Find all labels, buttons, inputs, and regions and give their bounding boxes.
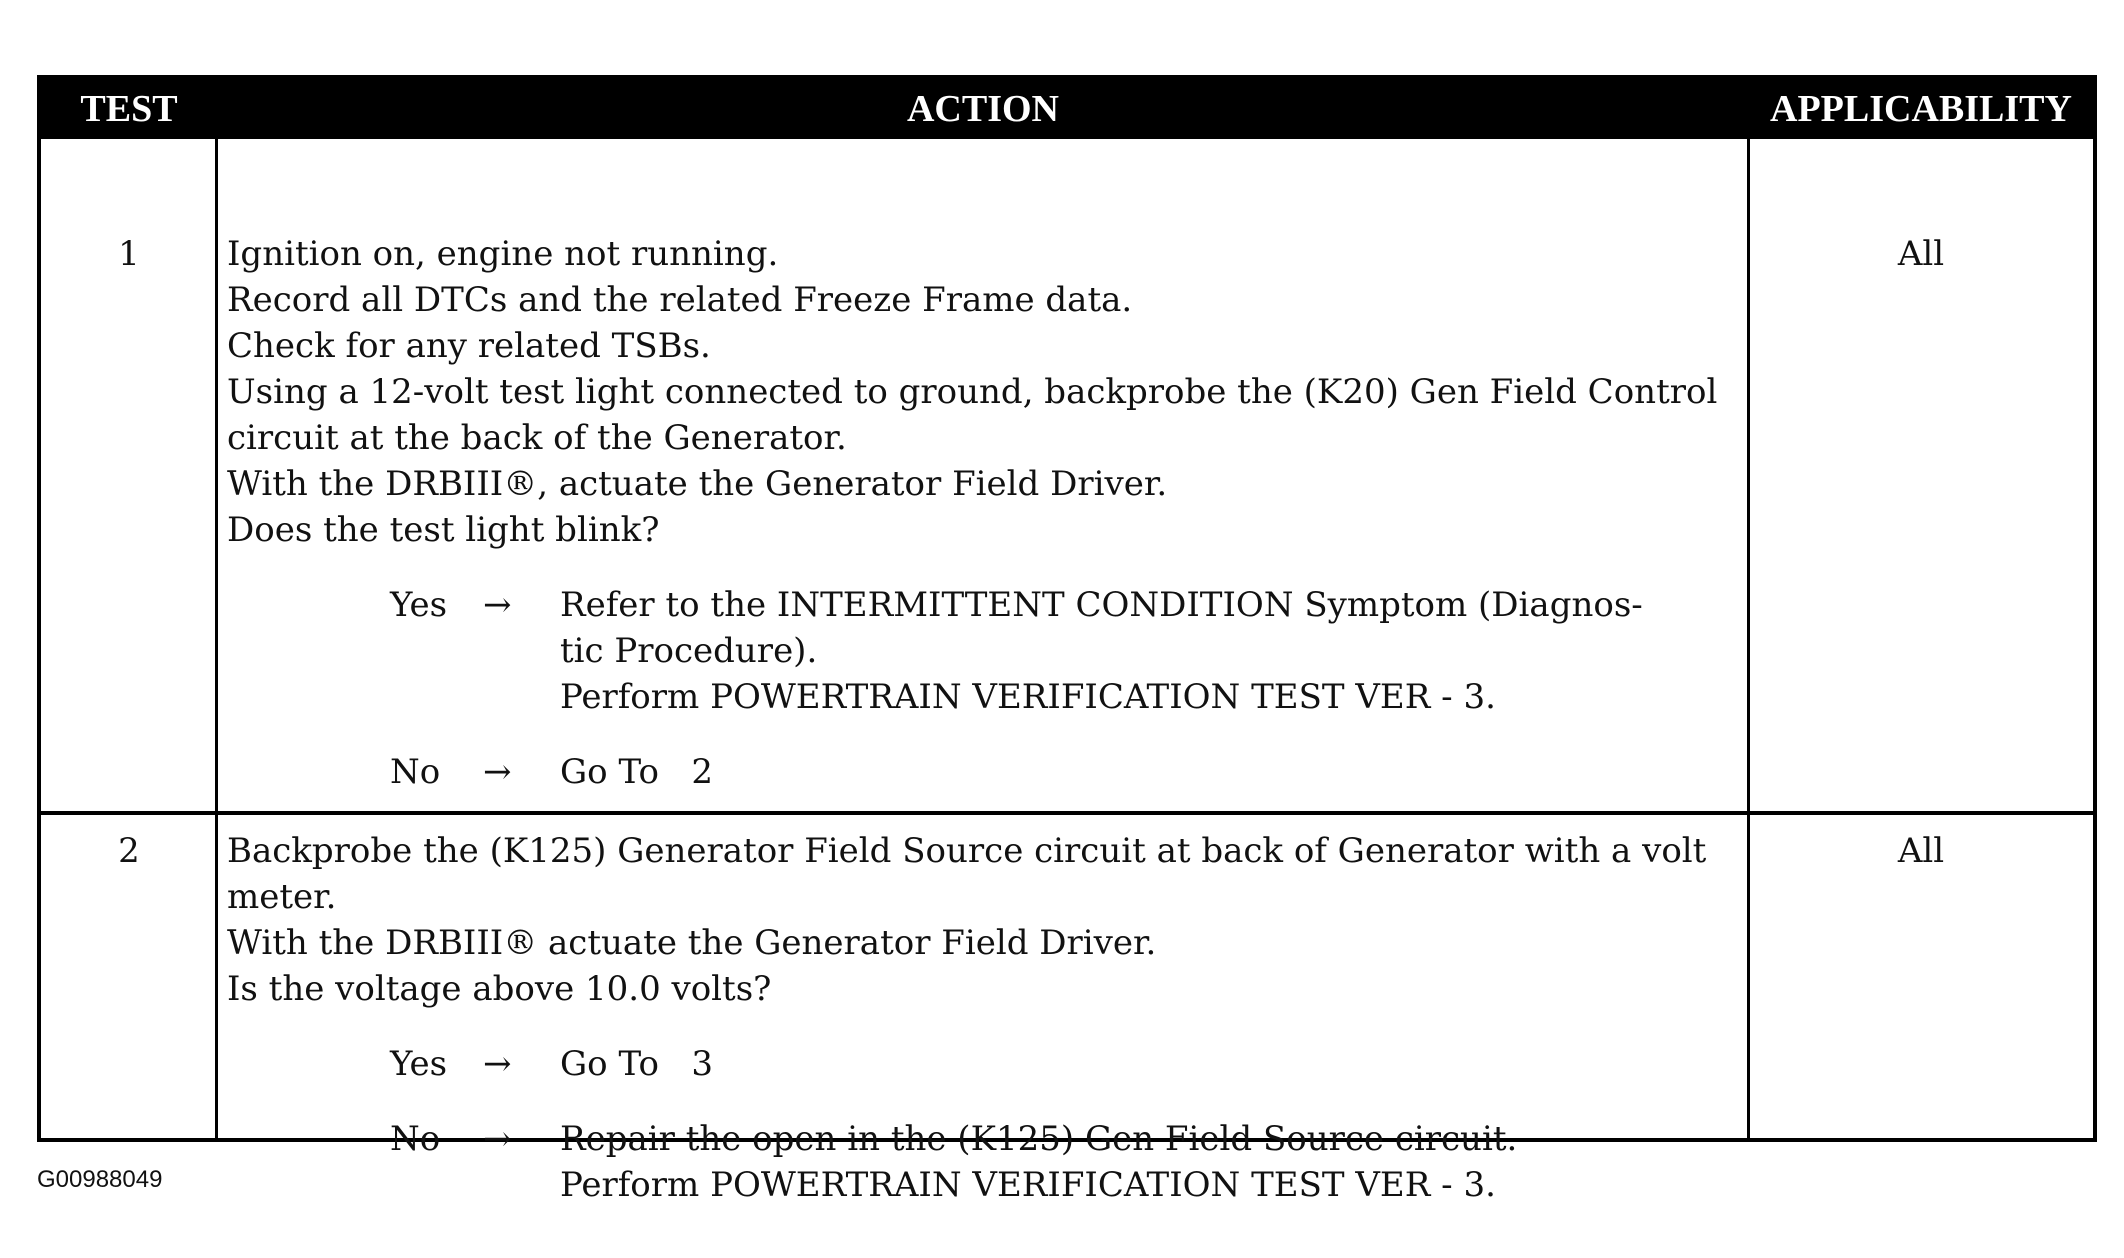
outcome-line: Refer to the INTERMITTENT CONDITION Symptom (Diagnos- bbox=[560, 585, 1643, 625]
outcome-line: Repair the open in the (K125) Gen Field Source circuit. bbox=[560, 1119, 1518, 1159]
action-line: With the DRBIII®, actuate the Generator Field Driver. bbox=[227, 464, 1168, 504]
right-arrow-icon: → bbox=[483, 1044, 512, 1084]
outcome-label: No bbox=[390, 1119, 441, 1159]
outcome-label: Yes bbox=[390, 1044, 448, 1084]
action-line: circuit at the back of the Generator. bbox=[227, 418, 847, 458]
outcome-yes bbox=[390, 582, 1745, 720]
action-line: Does the test light blink? bbox=[227, 510, 660, 550]
header-action: ACTION bbox=[906, 88, 1060, 130]
figure-code: G00988049 bbox=[37, 1166, 163, 1193]
action-line: Using a 12-volt test light connected to ground, backprobe the (K20) Gen Field Control bbox=[227, 372, 1718, 412]
action-cell bbox=[227, 231, 1745, 795]
applicability-value: All bbox=[1897, 831, 1945, 871]
action-line: Ignition on, engine not running. bbox=[227, 234, 779, 274]
outcome-line: Perform POWERTRAIN VERIFICATION TEST VER - 3. bbox=[560, 1165, 1496, 1205]
outcome-label: Yes bbox=[390, 585, 448, 625]
outcome-yes bbox=[390, 1041, 1745, 1087]
test-number: 2 bbox=[118, 831, 140, 871]
header-test: TEST bbox=[80, 88, 178, 130]
test-number: 1 bbox=[118, 234, 140, 274]
action-line: Record all DTCs and the related Freeze Frame data. bbox=[227, 280, 1133, 320]
outcome-text bbox=[560, 1041, 1745, 1087]
outcome-text bbox=[560, 749, 1745, 795]
action-line: Check for any related TSBs. bbox=[227, 326, 711, 366]
outcome-no bbox=[390, 749, 1745, 795]
outcome-text bbox=[560, 582, 1745, 720]
outcome-line: Go To 2 bbox=[560, 752, 713, 792]
header-applicability: APPLICABILITY bbox=[1770, 88, 2072, 130]
outcome-no bbox=[390, 1116, 1745, 1208]
table-row-1 bbox=[41, 139, 2093, 811]
action-line: Backprobe the (K125) Generator Field Source circuit at back of Generator with a volt bbox=[227, 831, 1707, 871]
action-cell bbox=[227, 828, 1745, 1208]
right-arrow-icon: → bbox=[483, 752, 512, 792]
outcome-label: No bbox=[390, 752, 441, 792]
right-arrow-icon: → bbox=[483, 585, 512, 625]
action-line: meter. bbox=[227, 877, 337, 917]
table-header bbox=[41, 79, 2093, 139]
outcome-line: tic Procedure). bbox=[560, 631, 818, 671]
outcome-line: Go To 3 bbox=[560, 1044, 713, 1084]
action-line: With the DRBIII® actuate the Generator Field Driver. bbox=[227, 923, 1157, 963]
applicability-value: All bbox=[1897, 234, 1945, 274]
outcome-text bbox=[560, 1116, 1745, 1208]
action-line: Is the voltage above 10.0 volts? bbox=[227, 969, 772, 1009]
right-arrow-icon: → bbox=[483, 1119, 512, 1159]
outcome-line: Perform POWERTRAIN VERIFICATION TEST VER - 3. bbox=[560, 677, 1496, 717]
